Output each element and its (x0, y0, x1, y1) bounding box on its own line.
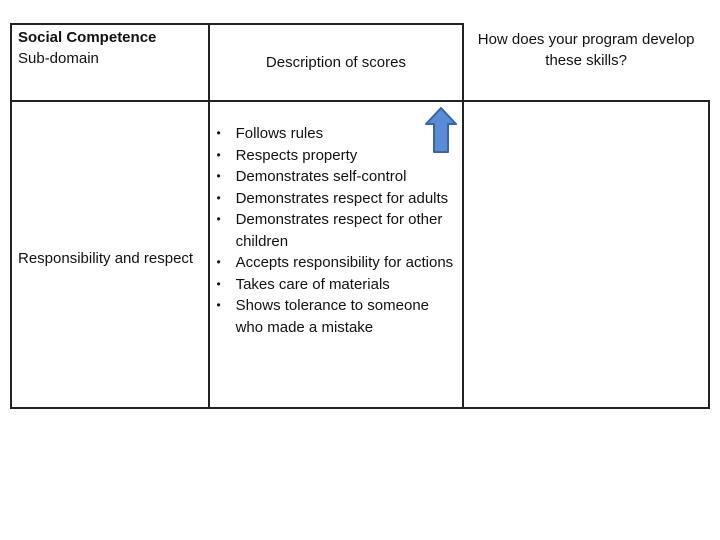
header-row (11, 24, 709, 101)
bullet: • (216, 212, 221, 226)
up-arrow-icon (424, 106, 458, 154)
score-text: Demonstrates respect for adults (235, 189, 449, 207)
score-text: Demonstrates self-control (235, 168, 407, 185)
subdomain-header-cell (11, 24, 209, 101)
subdomain-header-title: Social Competence (18, 29, 157, 46)
score-item (216, 252, 457, 274)
subdomain-header-subtitle: Sub-domain (18, 50, 99, 67)
subdomain-cell (11, 101, 209, 408)
bullet: • (216, 190, 221, 205)
score-text: Demonstrates respect for other children (235, 211, 443, 250)
score-text: Respects property (235, 146, 358, 164)
score-item (216, 274, 457, 296)
score-text: Shows tolerance to someone who made a mistake (235, 297, 430, 336)
bullet: • (216, 126, 221, 140)
question-header-label: How does your program develop these skills? (477, 31, 695, 69)
score-item (216, 188, 457, 210)
score-text: Takes care of materials (235, 275, 390, 293)
skills-table (10, 23, 710, 409)
answer-cell[interactable] (463, 101, 709, 408)
score-text: Follows rules (235, 125, 324, 142)
bullet: • (216, 255, 221, 269)
subdomain-label: Responsibility and respect (18, 250, 194, 267)
bullet: • (216, 276, 221, 291)
bullet: • (216, 147, 221, 162)
description-header-label: Description of scores (265, 54, 406, 71)
question-header-cell (463, 24, 709, 101)
scores-cell (209, 101, 464, 408)
score-item (216, 209, 457, 252)
score-item (216, 295, 457, 338)
bullet: • (216, 298, 221, 312)
responsibility-row (11, 101, 709, 408)
score-item (216, 166, 457, 188)
bullet: • (216, 169, 221, 183)
score-text: Accepts responsibility for actions (235, 254, 454, 271)
description-header-cell (209, 24, 464, 101)
